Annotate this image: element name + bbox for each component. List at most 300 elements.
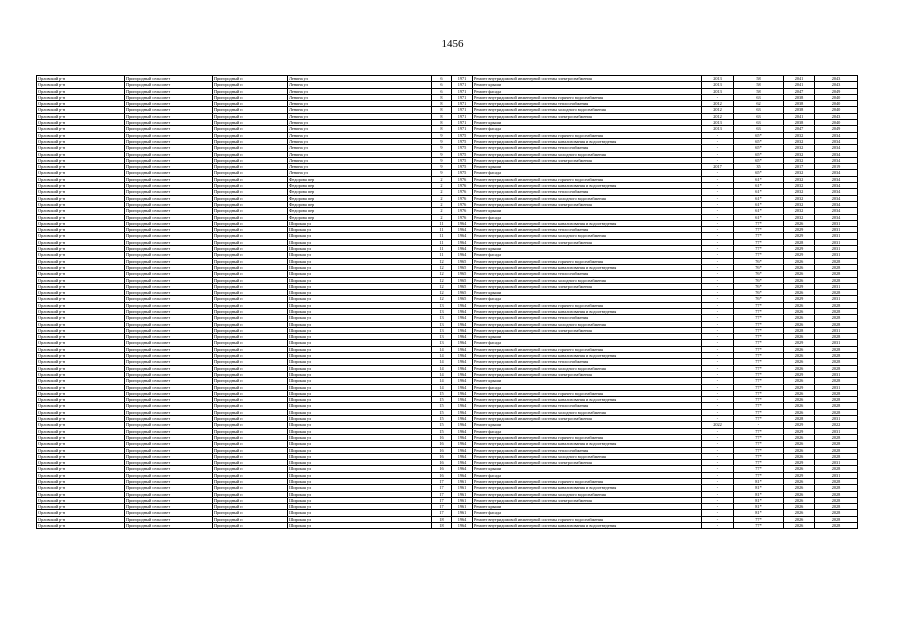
house-number-cell: 11 [432, 233, 452, 239]
plan-end-cell: 2028 [815, 277, 858, 283]
build-year-cell: 1965 [452, 271, 473, 277]
street-cell: Широкая ул [288, 378, 432, 384]
settlement-cell: Пригородный п [213, 416, 288, 422]
plan-start-cell: 2028 [784, 239, 815, 245]
district-cell: Орловский р-н [37, 258, 125, 264]
wear-percent-cell: 77* [734, 365, 784, 371]
work-type-cell: Ремонт крыши [473, 120, 702, 126]
work-type-cell: Ремонт внутридомовой инженерной системы холодного водоснабжения [473, 365, 702, 371]
plan-start-cell: 2026 [784, 466, 815, 472]
municipality-cell: Пригородный сельсовет [125, 195, 213, 201]
street-cell: Федорова пер [288, 201, 432, 207]
last-repair-year-cell: - [702, 384, 734, 390]
municipality-cell: Пригородный сельсовет [125, 88, 213, 94]
plan-start-cell: 2026 [784, 523, 815, 529]
street-cell: Широкая ул [288, 397, 432, 403]
district-cell: Орловский р-н [37, 365, 125, 371]
street-cell: Широкая ул [288, 434, 432, 440]
last-repair-year-cell: - [702, 151, 734, 157]
last-repair-year-cell: 2013 [702, 126, 734, 132]
last-repair-year-cell: - [702, 189, 734, 195]
municipality-cell: Пригородный сельсовет [125, 403, 213, 409]
wear-percent-cell: 77* [734, 523, 784, 529]
settlement-cell: Пригородный п [213, 233, 288, 239]
street-cell: Широкая ул [288, 353, 432, 359]
last-repair-year-cell: - [702, 233, 734, 239]
build-year-cell: 1964 [452, 233, 473, 239]
work-type-cell: Ремонт внутридомовой инженерной системы канализования и водоотведения [473, 485, 702, 491]
work-type-cell: Ремонт внутридомовой инженерной системы электроснабжения [473, 371, 702, 377]
wear-percent-cell: 77* [734, 359, 784, 365]
plan-end-cell: 2028 [815, 321, 858, 327]
wear-percent-cell: 35 [734, 164, 784, 170]
street-cell: Широкая ул [288, 283, 432, 289]
house-number-cell: 16 [432, 441, 452, 447]
street-cell: Ленина ул [288, 170, 432, 176]
plan-end-cell: 2031 [815, 460, 858, 466]
municipality-cell: Пригородный сельсовет [125, 107, 213, 113]
last-repair-year-cell: - [702, 353, 734, 359]
plan-end-cell: 2028 [815, 315, 858, 321]
district-cell: Орловский р-н [37, 183, 125, 189]
municipality-cell: Пригородный сельсовет [125, 428, 213, 434]
district-cell: Орловский р-н [37, 264, 125, 270]
plan-start-cell: 2026 [784, 271, 815, 277]
last-repair-year-cell: - [702, 271, 734, 277]
plan-start-cell: 2032 [784, 157, 815, 163]
street-cell: Ленина ул [288, 101, 432, 107]
house-number-cell: 14 [432, 365, 452, 371]
plan-start-cell: 2026 [784, 365, 815, 371]
last-repair-year-cell: 2017 [702, 164, 734, 170]
house-number-cell: 2 [432, 208, 452, 214]
wear-percent-cell: 58 [734, 82, 784, 88]
plan-end-cell: 2022 [815, 422, 858, 428]
district-cell: Орловский р-н [37, 485, 125, 491]
house-number-cell: 17 [432, 504, 452, 510]
settlement-cell: Пригородный п [213, 327, 288, 333]
municipality-cell: Пригородный сельсовет [125, 151, 213, 157]
work-type-cell: Ремонт крыши [473, 334, 702, 340]
plan-end-cell: 2028 [815, 290, 858, 296]
municipality-cell: Пригородный сельсовет [125, 290, 213, 296]
plan-end-cell: 2028 [815, 365, 858, 371]
plan-end-cell: 2040 [815, 94, 858, 100]
wear-percent-cell: 63 [734, 120, 784, 126]
wear-percent-cell: 77* [734, 416, 784, 422]
wear-percent-cell: 77* [734, 516, 784, 522]
work-type-cell: Ремонт крыши [473, 82, 702, 88]
street-cell: Широкая ул [288, 227, 432, 233]
plan-start-cell: 2026 [784, 441, 815, 447]
plan-end-cell: 2031 [815, 340, 858, 346]
district-cell: Орловский р-н [37, 359, 125, 365]
house-number-cell: 16 [432, 472, 452, 478]
house-number-cell: 9 [432, 145, 452, 151]
municipality-cell: Пригородный сельсовет [125, 296, 213, 302]
plan-start-cell: 2032 [784, 138, 815, 144]
build-year-cell: 1964 [452, 403, 473, 409]
build-year-cell: 1964 [452, 447, 473, 453]
district-cell: Орловский р-н [37, 227, 125, 233]
settlement-cell: Пригородный п [213, 523, 288, 529]
municipality-cell: Пригородный сельсовет [125, 497, 213, 503]
build-year-cell: 1964 [452, 321, 473, 327]
municipality-cell: Пригородный сельсовет [125, 138, 213, 144]
district-cell: Орловский р-н [37, 516, 125, 522]
build-year-cell: 1975 [452, 151, 473, 157]
plan-end-cell: 2043 [815, 113, 858, 119]
plan-start-cell: 2026 [784, 409, 815, 415]
settlement-cell: Пригородный п [213, 246, 288, 252]
plan-end-cell: 2028 [815, 497, 858, 503]
build-year-cell: 1964 [452, 252, 473, 258]
plan-end-cell: 2034 [815, 157, 858, 163]
plan-start-cell: 2029 [784, 422, 815, 428]
work-type-cell: Ремонт внутридомовой инженерной системы горячего водоснабжения [473, 516, 702, 522]
wear-percent-cell: 77* [734, 453, 784, 459]
plan-start-cell: 2038 [784, 94, 815, 100]
plan-start-cell: 2026 [784, 497, 815, 503]
municipality-cell: Пригородный сельсовет [125, 371, 213, 377]
street-cell: Ленина ул [288, 132, 432, 138]
plan-start-cell: 2029 [784, 246, 815, 252]
municipality-cell: Пригородный сельсовет [125, 170, 213, 176]
district-cell: Орловский р-н [37, 233, 125, 239]
district-cell: Орловский р-н [37, 441, 125, 447]
wear-percent-cell: 81* [734, 479, 784, 485]
house-number-cell: 9 [432, 157, 452, 163]
plan-start-cell: 2028 [784, 416, 815, 422]
street-cell: Широкая ул [288, 334, 432, 340]
build-year-cell: 1961 [452, 491, 473, 497]
wear-percent-cell: 77* [734, 403, 784, 409]
settlement-cell: Пригородный п [213, 296, 288, 302]
municipality-cell: Пригородный сельсовет [125, 466, 213, 472]
plan-end-cell: 2028 [815, 353, 858, 359]
street-cell: Ленина ул [288, 107, 432, 113]
house-number-cell: 2 [432, 195, 452, 201]
plan-end-cell: 2031 [815, 327, 858, 333]
district-cell: Орловский р-н [37, 327, 125, 333]
street-cell: Широкая ул [288, 371, 432, 377]
street-cell: Широкая ул [288, 504, 432, 510]
last-repair-year-cell: 2012 [702, 101, 734, 107]
work-type-cell: Ремонт внутридомовой инженерной системы теплоснабжения [473, 189, 702, 195]
settlement-cell: Пригородный п [213, 183, 288, 189]
wear-percent-cell: 65* [734, 157, 784, 163]
last-repair-year-cell: - [702, 334, 734, 340]
last-repair-year-cell: - [702, 176, 734, 182]
municipality-cell: Пригородный сельсовет [125, 321, 213, 327]
last-repair-year-cell: - [702, 409, 734, 415]
district-cell: Орловский р-н [37, 378, 125, 384]
municipality-cell: Пригородный сельсовет [125, 220, 213, 226]
build-year-cell: 1964 [452, 246, 473, 252]
wear-percent-cell: 65* [734, 145, 784, 151]
build-year-cell: 1964 [452, 434, 473, 440]
work-type-cell: Ремонт фасада [473, 170, 702, 176]
municipality-cell: Пригородный сельсовет [125, 283, 213, 289]
wear-percent-cell: 61* [734, 195, 784, 201]
house-number-cell: 12 [432, 264, 452, 270]
house-number-cell: 18 [432, 523, 452, 529]
settlement-cell: Пригородный п [213, 76, 288, 82]
plan-end-cell: 2031 [815, 428, 858, 434]
plan-start-cell: 2032 [784, 201, 815, 207]
street-cell: Федорова пер [288, 176, 432, 182]
last-repair-year-cell: - [702, 283, 734, 289]
district-cell: Орловский р-н [37, 82, 125, 88]
build-year-cell: 1971 [452, 76, 473, 82]
settlement-cell: Пригородный п [213, 497, 288, 503]
wear-percent-cell: 77* [734, 353, 784, 359]
build-year-cell: 1964 [452, 453, 473, 459]
district-cell: Орловский р-н [37, 157, 125, 163]
district-cell: Орловский р-н [37, 371, 125, 377]
plan-start-cell: 2038 [784, 120, 815, 126]
house-number-cell: 13 [432, 327, 452, 333]
plan-end-cell: 2031 [815, 252, 858, 258]
settlement-cell: Пригородный п [213, 82, 288, 88]
street-cell: Широкая ул [288, 258, 432, 264]
plan-start-cell: 2026 [784, 434, 815, 440]
municipality-cell: Пригородный сельсовет [125, 82, 213, 88]
municipality-cell: Пригородный сельсовет [125, 315, 213, 321]
wear-percent-cell: 76* [734, 271, 784, 277]
house-number-cell: 2 [432, 201, 452, 207]
settlement-cell: Пригородный п [213, 334, 288, 340]
wear-percent-cell: 77* [734, 397, 784, 403]
work-type-cell: Ремонт крыши [473, 504, 702, 510]
build-year-cell: 1975 [452, 145, 473, 151]
last-repair-year-cell: - [702, 208, 734, 214]
wear-percent-cell: 63 [734, 113, 784, 119]
house-number-cell: 17 [432, 479, 452, 485]
plan-end-cell: 2031 [815, 283, 858, 289]
settlement-cell: Пригородный п [213, 120, 288, 126]
settlement-cell: Пригородный п [213, 189, 288, 195]
plan-end-cell: 2034 [815, 214, 858, 220]
work-type-cell: Ремонт внутридомовой инженерной системы теплоснабжения [473, 315, 702, 321]
street-cell: Широкая ул [288, 472, 432, 478]
work-type-cell: Ремонт внутридомовой инженерной системы электроснабжения [473, 76, 702, 82]
build-year-cell: 1964 [452, 428, 473, 434]
wear-percent-cell: 77* [734, 371, 784, 377]
house-number-cell: 8 [432, 126, 452, 132]
plan-start-cell: 2026 [784, 359, 815, 365]
build-year-cell: 1965 [452, 258, 473, 264]
municipality-cell: Пригородный сельсовет [125, 214, 213, 220]
district-cell: Орловский р-н [37, 403, 125, 409]
settlement-cell: Пригородный п [213, 220, 288, 226]
street-cell: Широкая ул [288, 409, 432, 415]
district-cell: Орловский р-н [37, 479, 125, 485]
build-year-cell: 1964 [452, 239, 473, 245]
settlement-cell: Пригородный п [213, 302, 288, 308]
work-type-cell: Ремонт внутридомовой инженерной системы холодного водоснабжения [473, 195, 702, 201]
work-type-cell: Ремонт внутридомовой инженерной системы холодного водоснабжения [473, 491, 702, 497]
plan-start-cell: 2026 [784, 378, 815, 384]
last-repair-year-cell: 2013 [702, 76, 734, 82]
street-cell: Широкая ул [288, 233, 432, 239]
district-cell: Орловский р-н [37, 88, 125, 94]
plan-start-cell: 2029 [784, 227, 815, 233]
work-type-cell: Ремонт внутридомовой инженерной системы электроснабжения [473, 157, 702, 163]
settlement-cell: Пригородный п [213, 516, 288, 522]
plan-start-cell: 2026 [784, 220, 815, 226]
last-repair-year-cell: - [702, 183, 734, 189]
wear-percent-cell: 77* [734, 390, 784, 396]
build-year-cell: 1961 [452, 485, 473, 491]
street-cell: Широкая ул [288, 416, 432, 422]
build-year-cell: 1976 [452, 201, 473, 207]
settlement-cell: Пригородный п [213, 145, 288, 151]
wear-percent-cell: 65* [734, 132, 784, 138]
municipality-cell: Пригородный сельсовет [125, 145, 213, 151]
build-year-cell: 1964 [452, 516, 473, 522]
settlement-cell: Пригородный п [213, 170, 288, 176]
municipality-cell: Пригородный сельсовет [125, 252, 213, 258]
street-cell: Широкая ул [288, 239, 432, 245]
plan-end-cell: 2028 [815, 466, 858, 472]
district-cell: Орловский р-н [37, 252, 125, 258]
plan-end-cell: 2028 [815, 510, 858, 516]
wear-percent-cell: 61* [734, 183, 784, 189]
street-cell: Широкая ул [288, 264, 432, 270]
municipality-cell: Пригородный сельсовет [125, 340, 213, 346]
plan-start-cell: 2029 [784, 384, 815, 390]
plan-end-cell: 2034 [815, 201, 858, 207]
plan-start-cell: 2026 [784, 485, 815, 491]
street-cell: Широкая ул [288, 308, 432, 314]
plan-start-cell: 2038 [784, 107, 815, 113]
district-cell: Орловский р-н [37, 151, 125, 157]
plan-end-cell: 2028 [815, 516, 858, 522]
last-repair-year-cell: - [702, 157, 734, 163]
last-repair-year-cell: - [702, 315, 734, 321]
house-number-cell: 15 [432, 403, 452, 409]
plan-end-cell: 2043 [815, 76, 858, 82]
plan-end-cell: 2028 [815, 334, 858, 340]
plan-end-cell: 2049 [815, 88, 858, 94]
settlement-cell: Пригородный п [213, 264, 288, 270]
work-type-cell: Ремонт внутридомовой инженерной системы горячего водоснабжения [473, 258, 702, 264]
plan-end-cell: 2028 [815, 271, 858, 277]
plan-end-cell: 2028 [815, 390, 858, 396]
municipality-cell: Пригородный сельсовет [125, 126, 213, 132]
house-number-cell: 2 [432, 176, 452, 182]
settlement-cell: Пригородный п [213, 422, 288, 428]
wear-percent-cell: 77* [734, 346, 784, 352]
wear-percent-cell: 77* [734, 340, 784, 346]
settlement-cell: Пригородный п [213, 201, 288, 207]
work-type-cell: Ремонт фасада [473, 126, 702, 132]
plan-end-cell: 2028 [815, 479, 858, 485]
plan-end-cell: 2031 [815, 416, 858, 422]
district-cell: Орловский р-н [37, 384, 125, 390]
municipality-cell: Пригородный сельсовет [125, 416, 213, 422]
build-year-cell: 1961 [452, 497, 473, 503]
street-cell: Ленина ул [288, 145, 432, 151]
district-cell: Орловский р-н [37, 271, 125, 277]
house-number-cell: 11 [432, 246, 452, 252]
build-year-cell: 1964 [452, 441, 473, 447]
wear-percent-cell: 77* [734, 308, 784, 314]
last-repair-year-cell: - [702, 497, 734, 503]
district-cell: Орловский р-н [37, 510, 125, 516]
house-number-cell: 12 [432, 271, 452, 277]
district-cell: Орловский р-н [37, 277, 125, 283]
work-type-cell: Ремонт фасада [473, 384, 702, 390]
municipality-cell: Пригородный сельсовет [125, 353, 213, 359]
plan-start-cell: 2032 [784, 195, 815, 201]
last-repair-year-cell: - [702, 523, 734, 529]
street-cell: Широкая ул [288, 453, 432, 459]
wear-percent-cell: 76* [734, 283, 784, 289]
build-year-cell: 1964 [452, 371, 473, 377]
house-number-cell: 2 [432, 189, 452, 195]
settlement-cell: Пригородный п [213, 428, 288, 434]
work-type-cell: Ремонт внутридомовой инженерной системы теплоснабжения [473, 101, 702, 107]
municipality-cell: Пригородный сельсовет [125, 441, 213, 447]
plan-end-cell: 2034 [815, 208, 858, 214]
plan-end-cell: 2028 [815, 491, 858, 497]
last-repair-year-cell: - [702, 466, 734, 472]
build-year-cell: 1964 [452, 397, 473, 403]
district-cell: Орловский р-н [37, 409, 125, 415]
last-repair-year-cell: - [702, 485, 734, 491]
municipality-cell: Пригородный сельсовет [125, 113, 213, 119]
build-year-cell: 1964 [452, 390, 473, 396]
street-cell: Ленина ул [288, 157, 432, 163]
plan-end-cell: 2028 [815, 409, 858, 415]
work-type-cell: Ремонт внутридомовой инженерной системы холодного водоснабжения [473, 107, 702, 113]
settlement-cell: Пригородный п [213, 315, 288, 321]
last-repair-year-cell: - [702, 290, 734, 296]
settlement-cell: Пригородный п [213, 227, 288, 233]
district-cell: Орловский р-н [37, 491, 125, 497]
municipality-cell: Пригородный сельсовет [125, 479, 213, 485]
district-cell: Орловский р-н [37, 214, 125, 220]
municipality-cell: Пригородный сельсовет [125, 302, 213, 308]
settlement-cell: Пригородный п [213, 239, 288, 245]
house-number-cell: 16 [432, 466, 452, 472]
plan-start-cell: 2029 [784, 283, 815, 289]
street-cell: Ленина ул [288, 94, 432, 100]
street-cell: Федорова пер [288, 208, 432, 214]
plan-start-cell: 2026 [784, 491, 815, 497]
settlement-cell: Пригородный п [213, 176, 288, 182]
municipality-cell: Пригородный сельсовет [125, 120, 213, 126]
house-number-cell: 15 [432, 422, 452, 428]
last-repair-year-cell: - [702, 416, 734, 422]
district-cell: Орловский р-н [37, 283, 125, 289]
district-cell: Орловский р-н [37, 126, 125, 132]
house-number-cell: 9 [432, 164, 452, 170]
municipality-cell: Пригородный сельсовет [125, 384, 213, 390]
work-type-cell: Ремонт внутридомовой инженерной системы теплоснабжения [473, 271, 702, 277]
district-cell: Орловский р-н [37, 504, 125, 510]
plan-start-cell: 2041 [784, 113, 815, 119]
municipality-cell: Пригородный сельсовет [125, 76, 213, 82]
settlement-cell: Пригородный п [213, 466, 288, 472]
district-cell: Орловский р-н [37, 346, 125, 352]
settlement-cell: Пригородный п [213, 126, 288, 132]
settlement-cell: Пригородный п [213, 390, 288, 396]
district-cell: Орловский р-н [37, 334, 125, 340]
street-cell: Ленина ул [288, 76, 432, 82]
